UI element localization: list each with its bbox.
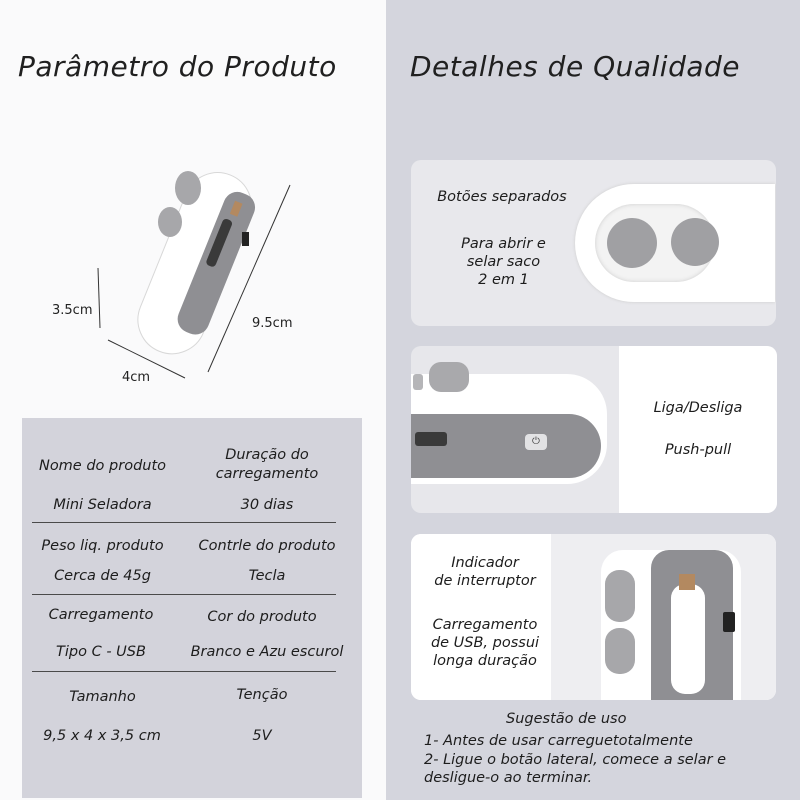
product-illustration	[90, 150, 310, 390]
charging-desc-line: longa duração	[433, 653, 537, 669]
spec-value: 5V	[252, 728, 272, 744]
row-divider	[32, 671, 336, 672]
buttons-desc-line: 2 em 1	[478, 272, 529, 288]
switch-detail-panel	[411, 346, 777, 513]
spec-label: Tamanho	[69, 689, 136, 705]
usage-title: Sugestão de uso	[506, 711, 627, 727]
usb-port-icon	[723, 612, 735, 632]
indicator-title-line: de interruptor	[434, 573, 536, 589]
charging-desc-line: de USB, possui	[430, 635, 540, 651]
usage-step: desligue-o ao terminar.	[424, 770, 593, 786]
open-button	[607, 218, 657, 268]
device-closeup	[575, 184, 775, 302]
dimension-height: 3.5cm	[52, 303, 93, 318]
power-switch-icon: ⏻	[525, 434, 547, 450]
switch-desc: Push-pull	[664, 442, 732, 458]
spec-value: Tecla	[248, 568, 286, 584]
buttons-desc-line: selar saco	[466, 254, 541, 270]
device-side-view	[411, 374, 607, 484]
spec-label: Contrle do produto	[198, 538, 336, 554]
spec-value: 30 dias	[240, 497, 294, 513]
spec-value: 9,5 x 4 x 3,5 cm	[43, 728, 161, 744]
row-divider	[32, 522, 336, 523]
spec-value: Tipo C - USB	[56, 644, 146, 660]
spec-label: Carregamento	[48, 607, 154, 623]
spec-value: Branco e Azu escurol	[190, 644, 344, 660]
seal-button	[671, 218, 719, 266]
spec-value: Mini Seladora	[53, 497, 152, 513]
spec-label: Nome do produto	[38, 458, 167, 474]
spec-label: Peso liq. produto	[41, 538, 164, 554]
spec-value: Cerca de 45g	[54, 568, 151, 584]
spec-table	[22, 418, 362, 798]
charging-desc-line: Carregamento	[432, 617, 538, 633]
usage-step: 1- Antes de usar carreguetotalmente	[424, 733, 693, 749]
product-parameters-heading: Parâmetro do Produto	[18, 50, 337, 83]
buttons-detail-panel	[411, 160, 776, 326]
dimension-width: 4cm	[122, 370, 151, 385]
buttons-desc-line: Para abrir e	[461, 236, 546, 252]
usage-step: 2- Ligue o botão lateral, comece a selar e	[424, 752, 727, 768]
spec-label: Tenção	[236, 687, 288, 703]
dimension-length: 9.5cm	[252, 316, 293, 331]
switch-title: Liga/Desliga	[653, 400, 743, 416]
row-divider	[32, 594, 336, 595]
charging-detail-panel	[411, 534, 776, 700]
device-front-view	[551, 534, 776, 700]
buttons-title: Botões separados	[437, 189, 567, 205]
quality-details-heading: Detalhes de Qualidade	[410, 50, 740, 83]
spec-label: Cor do produto	[207, 609, 317, 625]
indicator-title-line: Indicador	[451, 555, 519, 571]
spec-label: Duração do carregamento	[215, 447, 319, 482]
